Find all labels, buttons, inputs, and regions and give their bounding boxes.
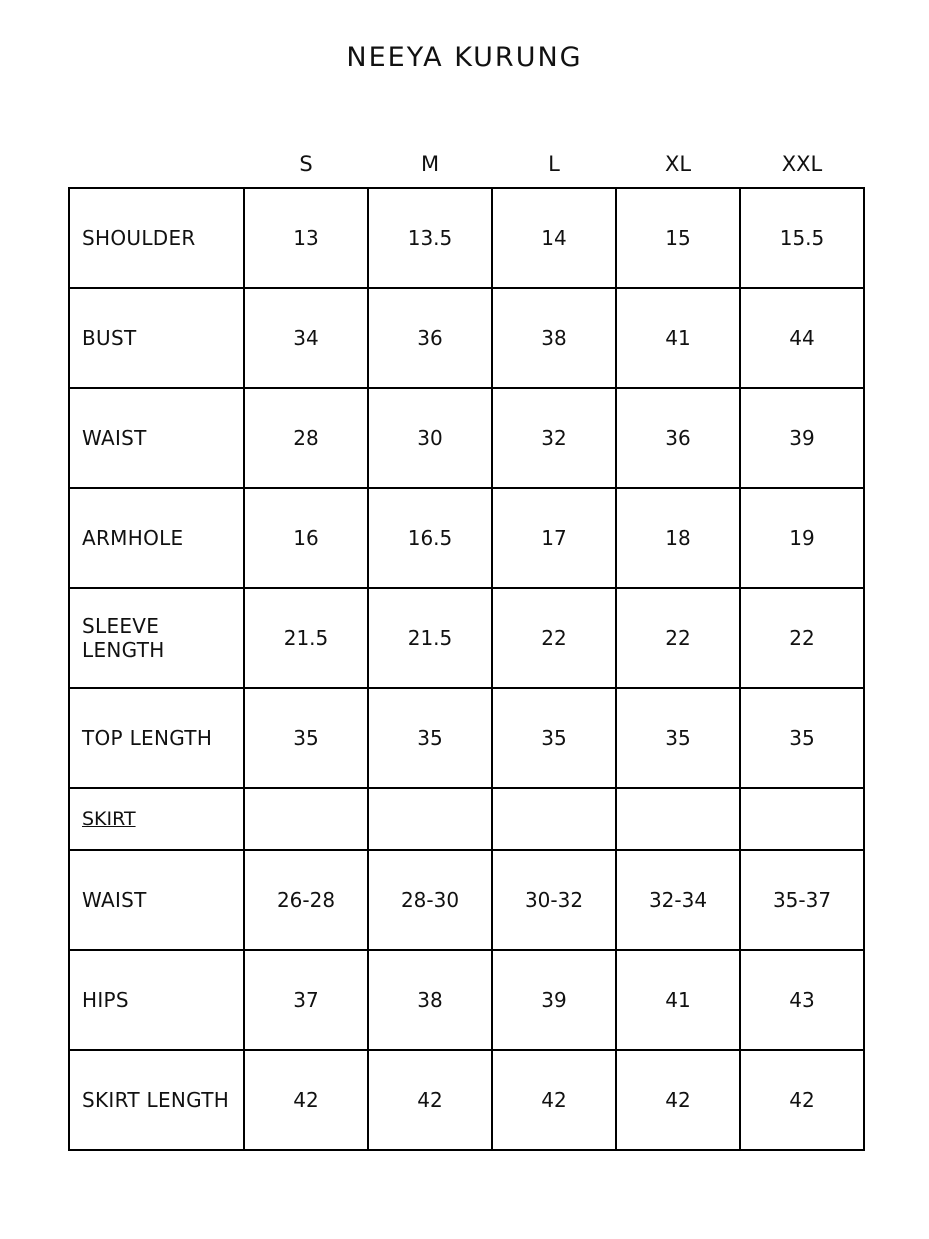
header-size-l: L [548, 152, 560, 176]
cell-shoulder-xxl: 15.5 [740, 188, 864, 288]
cell-armhole-s: 16 [244, 488, 368, 588]
cell-top-length-xxl: 35 [740, 688, 864, 788]
row-label-skirt-length: SKIRT LENGTH [69, 1050, 244, 1150]
cell-bust-xxl: 44 [740, 288, 864, 388]
row-label-bust: BUST [69, 288, 244, 388]
table-row [69, 688, 864, 788]
row-label-sleeve-length: SLEEVE LENGTH [69, 588, 244, 688]
cell-top-length-xl: 35 [616, 688, 740, 788]
cell-sleeve-length-xxl: 22 [740, 588, 864, 688]
section-row-skirt [69, 788, 864, 850]
cell-bust-m: 36 [368, 288, 492, 388]
cell-skirt-waist-l: 30-32 [492, 850, 616, 950]
cell-armhole-xxl: 19 [740, 488, 864, 588]
header-size-xxl: XXL [781, 152, 823, 176]
cell-top-length-l: 35 [492, 688, 616, 788]
header-blank [69, 146, 244, 188]
cell-shoulder-s: 13 [244, 188, 368, 288]
row-label-skirt-waist: WAIST [69, 850, 244, 950]
cell-sleeve-length-s: 21.5 [244, 588, 368, 688]
cell-waist-s: 28 [244, 388, 368, 488]
size-chart-container [68, 146, 863, 1151]
row-label-shoulder: SHOULDER [69, 188, 244, 288]
cell-shoulder-m: 13.5 [368, 188, 492, 288]
section-label-skirt [69, 788, 244, 850]
cell-skirt-waist-s: 26-28 [244, 850, 368, 950]
row-label-waist: WAIST [69, 388, 244, 488]
cell-shoulder-l: 14 [492, 188, 616, 288]
section-blank-m [368, 788, 492, 850]
cell-skirt-length-s: 42 [244, 1050, 368, 1150]
section-label-skirt-text: SKIRT [82, 808, 136, 830]
table-row [69, 588, 864, 688]
cell-skirt-waist-m: 28-30 [368, 850, 492, 950]
cell-hips-xl: 41 [616, 950, 740, 1050]
cell-bust-s: 34 [244, 288, 368, 388]
cell-hips-m: 38 [368, 950, 492, 1050]
row-label-armhole: ARMHOLE [69, 488, 244, 588]
cell-waist-m: 30 [368, 388, 492, 488]
table-row [69, 488, 864, 588]
section-blank-xxl [740, 788, 864, 850]
cell-top-length-m: 35 [368, 688, 492, 788]
cell-skirt-waist-xl: 32-34 [616, 850, 740, 950]
cell-sleeve-length-l: 22 [492, 588, 616, 688]
size-chart-table [68, 146, 865, 1151]
row-label-top-length: TOP LENGTH [69, 688, 244, 788]
table-row [69, 1050, 864, 1150]
header-size-xl: XL [664, 152, 692, 176]
section-blank-l [492, 788, 616, 850]
table-row [69, 188, 864, 288]
cell-waist-xl: 36 [616, 388, 740, 488]
cell-hips-l: 39 [492, 950, 616, 1050]
header-size-s: S [299, 152, 313, 176]
cell-armhole-m: 16.5 [368, 488, 492, 588]
section-blank-xl [616, 788, 740, 850]
header-size-m: M [420, 152, 440, 176]
page-title: NEEYA KURUNG [346, 42, 583, 73]
cell-bust-xl: 41 [616, 288, 740, 388]
cell-skirt-length-xl: 42 [616, 1050, 740, 1150]
cell-sleeve-length-m: 21.5 [368, 588, 492, 688]
section-blank-s [244, 788, 368, 850]
cell-waist-xxl: 39 [740, 388, 864, 488]
table-row [69, 850, 864, 950]
cell-shoulder-xl: 15 [616, 188, 740, 288]
cell-skirt-length-xxl: 42 [740, 1050, 864, 1150]
table-row [69, 288, 864, 388]
cell-sleeve-length-xl: 22 [616, 588, 740, 688]
table-row [69, 950, 864, 1050]
table-header-row [69, 146, 864, 188]
table-row [69, 388, 864, 488]
cell-skirt-length-m: 42 [368, 1050, 492, 1150]
row-label-hips: HIPS [69, 950, 244, 1050]
cell-armhole-xl: 18 [616, 488, 740, 588]
cell-skirt-length-l: 42 [492, 1050, 616, 1150]
cell-top-length-s: 35 [244, 688, 368, 788]
cell-hips-s: 37 [244, 950, 368, 1050]
cell-hips-xxl: 43 [740, 950, 864, 1050]
cell-waist-l: 32 [492, 388, 616, 488]
cell-bust-l: 38 [492, 288, 616, 388]
cell-armhole-l: 17 [492, 488, 616, 588]
cell-skirt-waist-xxl: 35-37 [740, 850, 864, 950]
